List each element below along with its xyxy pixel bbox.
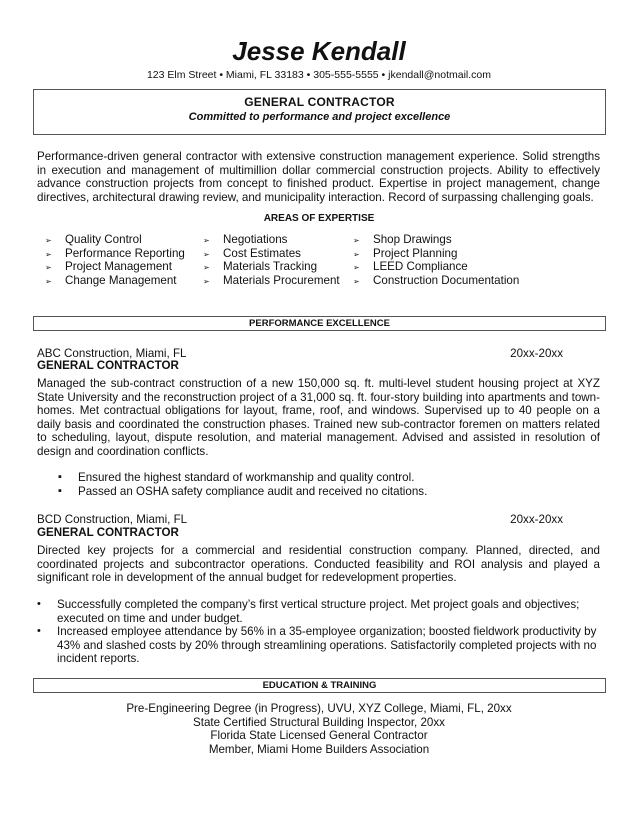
round-bullet-icon: ▪	[58, 471, 62, 483]
expertise-item: ➢ Negotiations	[203, 233, 288, 246]
education-item: Pre-Engineering Degree (in Progress), UVU, XYZ College, Miami, FL, 20xx	[126, 702, 512, 715]
arrow-bullet-icon: ➢	[45, 249, 52, 259]
list-item: • Successfully completed the company’s first vertical structure project. Met project goals and objectives; executed on time and under budget.	[37, 598, 580, 625]
expertise-item: ➢ Shop Drawings	[353, 233, 452, 246]
job2-company: BCD Construction, Miami, FL	[37, 513, 188, 526]
expertise-column-2	[203, 233, 340, 287]
expertise-item: ➢ Construction Documentation	[353, 273, 520, 287]
job1-company: ABC Construction, Miami, FL	[37, 347, 187, 360]
education-item: Florida State Licensed General Contractor	[210, 729, 428, 742]
job2-description: Directed key projects for a commercial and residential construction company. Planned, directed, and coordinated projects and subcontractor operations. Conducted feasibility and ROI analysis and played a significant role in development of the annual budget for redevelopment properties.	[37, 544, 600, 584]
arrow-bullet-icon: ➢	[203, 263, 210, 272]
job2-title: GENERAL CONTRACTOR	[37, 526, 179, 539]
arrow-bullet-icon: ➢	[203, 236, 210, 245]
arrow-bullet-icon: ➢	[203, 249, 210, 259]
job2-header	[37, 513, 563, 527]
list-item: ▪ Passed an OSHA safety compliance audit and received no citations.	[58, 484, 428, 498]
expertise-item: ➢ Quality Control	[45, 233, 142, 246]
arrow-bullet-icon: ➢	[353, 236, 360, 245]
job2-dates: 20xx-20xx	[510, 513, 563, 526]
arrow-bullet-icon: ➢	[45, 276, 52, 286]
expertise-column-3	[353, 233, 519, 287]
expertise-item: ➢ Materials Tracking	[203, 260, 318, 273]
arrow-bullet-icon: ➢	[353, 263, 360, 272]
expertise-heading: AREAS OF EXPERTISE	[263, 213, 375, 224]
expertise-item: ➢ LEED Compliance	[353, 260, 468, 273]
expertise-item: ➢ Performance Reporting	[45, 246, 185, 260]
job2-achievements	[37, 598, 600, 666]
expertise-item: ➢ Cost Estimates	[203, 246, 301, 260]
expertise-item: ➢ Project Management	[45, 260, 172, 273]
summary-text: Performance-driven general contractor with extensive construction management experience. Solid strengths in execution and management of multimillion dollar commercial construction projects. Ability to effectively advance construction projects from concept to finished product. Expertise in project management, change directives, architectural drawing review, and municipality interaction. Record of surpassing challenging goals.	[37, 150, 600, 204]
job1-dates: 20xx-20xx	[510, 347, 563, 360]
job1-title: GENERAL CONTRACTOR	[37, 359, 179, 372]
tagline: Committed to performance and project excellence	[188, 110, 451, 123]
list-item: • Increased employee attendance by 56% in a 35-employee organization; boosted fieldwork productivity by 43% and slashed costs by 20% through streamlining operations. Satisfactorily completed projects with no incident reports.	[37, 625, 597, 665]
job1-achievements	[58, 471, 598, 498]
arrow-bullet-icon: ➢	[45, 263, 52, 272]
performance-section-heading: PERFORMANCE EXCELLENCE	[33, 316, 606, 331]
education-item: State Certified Structural Building Inspector, 20xx	[193, 716, 445, 729]
expertise-item: ➢ Materials Procurement	[203, 273, 340, 287]
list-item: ▪ Ensured the highest standard of workmanship and quality control.	[58, 471, 415, 484]
education-item: Member, Miami Home Builders Association	[208, 743, 430, 756]
round-bullet-icon: •	[37, 625, 41, 637]
arrow-bullet-icon: ➢	[353, 276, 360, 286]
summary-paragraph	[37, 150, 600, 204]
job-title-heading: GENERAL CONTRACTOR	[244, 95, 395, 109]
arrow-bullet-icon: ➢	[45, 236, 52, 245]
round-bullet-icon: ▪	[58, 484, 62, 497]
expertise-column-1	[45, 233, 185, 287]
contact-line: 123 Elm Street • Miami, FL 33183 • 305-555-5555 • jkendall@notmail.com	[146, 69, 492, 81]
arrow-bullet-icon: ➢	[203, 276, 210, 286]
round-bullet-icon: •	[37, 598, 41, 610]
expertise-item: ➢ Change Management	[45, 273, 177, 287]
arrow-bullet-icon: ➢	[353, 249, 360, 259]
education-section-heading: EDUCATION & TRAINING	[33, 678, 606, 693]
candidate-name: Jesse Kendall	[232, 36, 406, 66]
title-box	[33, 89, 606, 135]
expertise-item: ➢ Project Planning	[353, 246, 458, 260]
job1-description: Managed the sub-contract construction of a new 150,000 sq. ft. multi-level student housing project at XYZ State University and the reconstruction project of a 31,000 sq. ft. four-story building into apartments and town-homes. Met contractual obligations for layout, frame, roof, and windows. Supervised up to 40 people on a daily basis and coordinated the construction phases. Trained new sub-contractor foremen on matters related to scheduling, layout, dispute resolution, and material management. Advised and assisted in resolution of design and coordination conflicts.	[37, 377, 600, 458]
